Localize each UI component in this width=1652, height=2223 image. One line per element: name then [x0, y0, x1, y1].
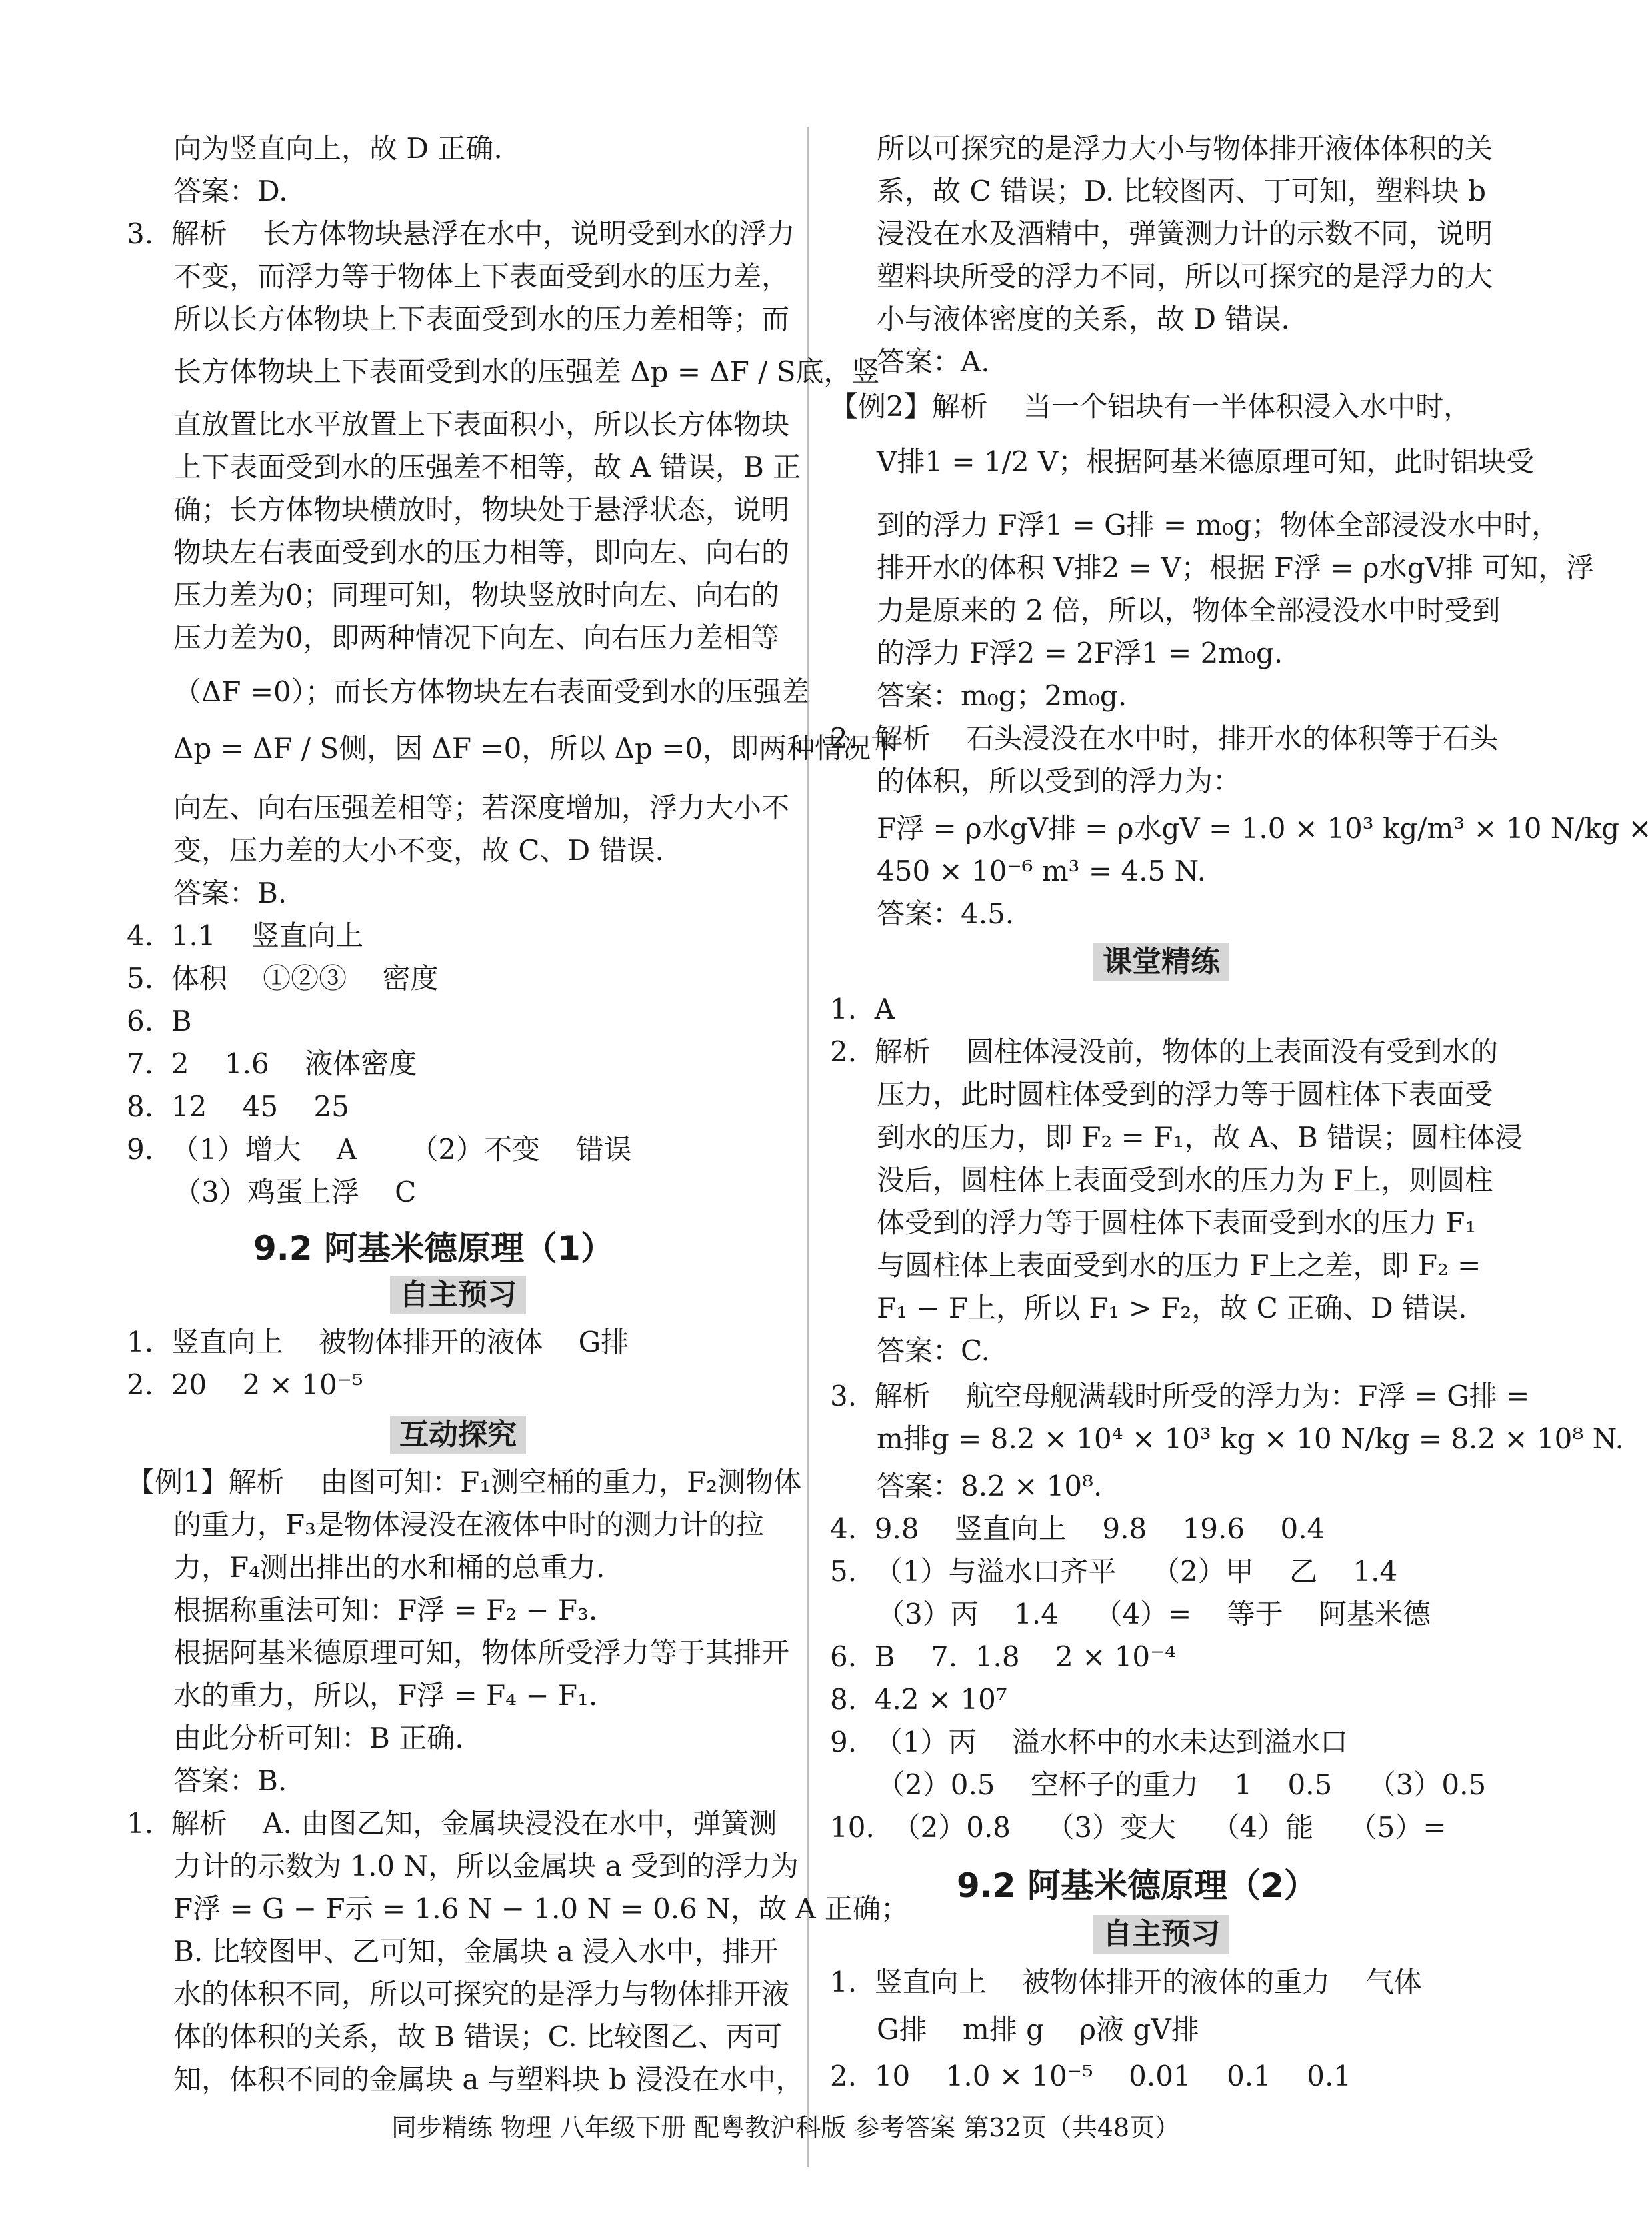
text-line: 水的体积不同，所以可探究的是浮力与物体排开液	[173, 1978, 790, 2010]
text-line: F浮 = G − F示 = 1.6 N − 1.0 N = 0.6 N，故 A 正确；	[173, 1892, 909, 1925]
text-line: 9. （1）丙 溢水杯中的水未达到溢水口	[830, 1726, 1348, 1758]
text-line: 4. 9.8 竖直向上 9.8 19.6 0.4	[830, 1512, 1325, 1545]
text-line: 由此分析可知：B 正确.	[173, 1722, 464, 1754]
text-line: 9. （1）增大 A （2）不变 错误	[127, 1133, 632, 1166]
text-line: 物块左右表面受到水的压力相等，即向左、向右的	[173, 536, 790, 569]
text-line: 答案：B.	[173, 877, 287, 909]
text-line: 1. 竖直向上 被物体排开的液体 G排	[127, 1326, 629, 1358]
text-line: 7. 2 1.6 液体密度	[127, 1047, 417, 1080]
text-line: （3）鸡蛋上浮 C	[173, 1176, 417, 1208]
text-line: 确；长方体物块横放时，物块处于悬浮状态，说明	[173, 493, 790, 526]
text-line: F浮 = ρ水gV排 = ρ水gV = 1.0 × 10³ kg/m³ × 10 N/kg ×	[877, 812, 1652, 845]
text-line: 6. B	[127, 1005, 192, 1037]
text-line: 不变，而浮力等于物体上下表面受到水的压力差，	[173, 260, 790, 293]
text-line: 体的体积的关系，故 B 错误；C. 比较图乙、丙可	[173, 2020, 782, 2053]
text-line: 答案：8.2 × 10⁸.	[877, 1470, 1103, 1502]
text-line: 排开水的体积 V排2 = V；根据 F浮 = ρ水gV排 可知，浮	[877, 551, 1595, 584]
text-line: （3）丙 1.4 （4）= 等于 阿基米德	[877, 1598, 1431, 1630]
text-line: 答案：D.	[173, 175, 288, 207]
section-subtitle: 自主预习	[390, 1276, 526, 1314]
text-line: 8. 4.2 × 10⁷	[830, 1683, 1007, 1716]
text-line: 6. B 7. 1.8 2 × 10⁻⁴	[830, 1640, 1177, 1673]
text-line: 1. 解析 A. 由图乙知，金属块浸没在水中，弹簧测	[127, 1807, 777, 1840]
text-line: 答案：A.	[877, 345, 990, 378]
text-line: 塑料块所受的浮力不同，所以可探究的是浮力的大	[877, 260, 1493, 293]
text-line: 5. （1）与溢水口齐平 （2）甲 乙 1.4	[830, 1555, 1398, 1588]
text-line: m排g = 8.2 × 10⁴ × 10³ kg × 10 N/kg = 8.2 × 10⁸ N.	[877, 1422, 1624, 1455]
section-title: 9.2 阿基米德原理（2）	[957, 1866, 1317, 1905]
text-line: 向左、向右压强差相等；若深度增加，浮力大小不	[173, 791, 790, 824]
text-line: 小与液体密度的关系，故 D 错误.	[877, 303, 1290, 335]
text-line: 10. （2）0.8 （3）变大 （4）能 （5）=	[830, 1811, 1447, 1844]
section-title: 9.2 阿基米德原理（1）	[253, 1229, 614, 1268]
text-line: 答案：m₀g；2m₀g.	[877, 679, 1127, 712]
text-line: 3. 解析 长方体物块悬浮在水中，说明受到水的浮力	[127, 217, 795, 250]
text-line: F₁ − F上，所以 F₁ > F₂，故 C 正确、D 错误.	[877, 1292, 1467, 1324]
text-line: 长方体物块上下表面受到水的压强差 Δp = ΔF / S底，竖	[173, 355, 880, 388]
text-line: 根据称重法可知：F浮 = F₂ − F₃.	[173, 1594, 598, 1626]
text-line: 5. 体积 ①②③ 密度	[127, 962, 439, 995]
text-line: 根据阿基米德原理可知，物体所受浮力等于其排开	[173, 1636, 790, 1669]
text-line: 2. 解析 圆柱体浸没前，物体的上表面没有受到水的	[830, 1035, 1499, 1068]
text-line: 压力差为0，即两种情况下向左、向右压力差相等	[173, 621, 779, 654]
text-line: 1. 竖直向上 被物体排开的液体的重力 气体	[830, 1966, 1422, 1998]
text-line: 知，体积不同的金属块 a 与塑料块 b 浸没在水中，	[173, 2063, 804, 2096]
text-line: 8. 12 45 25	[127, 1090, 349, 1123]
text-line: 2. 10 1.0 × 10⁻⁵ 0.01 0.1 0.1	[830, 2060, 1352, 2092]
text-line: 力是原来的 2 倍，所以，物体全部浸没水中时受到	[877, 594, 1501, 627]
section-subtitle: 互动探究	[390, 1416, 526, 1454]
text-line: 浸没在水及酒精中，弹簧测力计的示数不同，说明	[877, 217, 1493, 250]
text-line: （2）0.5 空杯子的重力 1 0.5 （3）0.5	[877, 1768, 1487, 1801]
text-line: 压力差为0；同理可知，物块竖放时向左、向右的	[173, 579, 779, 611]
text-line: 到水的压力，即 F₂ = F₁，故 A、B 错误；圆柱体浸	[877, 1121, 1523, 1154]
text-line: 答案：C.	[877, 1334, 990, 1367]
text-line: 450 × 10⁻⁶ m³ = 4.5 N.	[877, 855, 1206, 887]
text-line: 所以长方体物块上下表面受到水的压力差相等；而	[173, 303, 790, 335]
text-line: 直放置比水平放置上下表面积小，所以长方体物块	[173, 408, 790, 441]
text-line: Δp = ΔF / S侧，因 ΔF =0，所以 Δp =0，即两种情况下	[173, 732, 899, 765]
text-line: 变，压力差的大小不变，故 C、D 错误.	[173, 834, 664, 867]
text-line: 4. 1.1 竖直向上	[127, 919, 363, 952]
text-line: V排1 = 1/2 V；根据阿基米德原理可知，此时铝块受	[877, 445, 1535, 478]
text-line: 没后，圆柱体上表面受到水的压力为 F上，则圆柱	[877, 1164, 1493, 1196]
text-line: 与圆柱体上表面受到水的压力 F上之差，即 F₂ =	[877, 1249, 1481, 1282]
text-line: B. 比较图甲、乙可知，金属块 a 浸入水中，排开	[173, 1935, 779, 1968]
text-line: 2. 解析 石头浸没在水中时，排开水的体积等于石头	[830, 722, 1499, 755]
text-line: 2. 20 2 × 10⁻⁵	[127, 1368, 363, 1401]
text-line: 力计的示数为 1.0 N，所以金属块 a 受到的浮力为	[173, 1850, 799, 1882]
text-line: 答案：4.5.	[877, 897, 1015, 930]
text-line: 水的重力，所以，F浮 = F₄ − F₁.	[173, 1679, 598, 1712]
text-line: 向为竖直向上，故 D 正确.	[173, 132, 503, 165]
text-line: 1. A	[830, 993, 895, 1025]
text-line: 的体积，所以受到的浮力为：	[877, 765, 1241, 797]
section-subtitle: 自主预习	[1093, 1915, 1229, 1954]
text-line: 的重力，F₃是物体浸没在液体中时的测力计的拉	[173, 1508, 764, 1541]
text-line: 上下表面受到水的压强差不相等，故 A 错误，B 正	[173, 451, 801, 483]
text-line: 到的浮力 F浮1 = G排 = m₀g；物体全部浸没水中时，	[877, 509, 1560, 541]
text-line: 答案：B.	[173, 1764, 287, 1797]
page-footer: 同步精练 物理 八年级下册 配粤教沪科版 参考答案 第32页（共48页）	[391, 2113, 1181, 2142]
text-line: 体受到的浮力等于圆柱体下表面受到水的压力 F₁	[877, 1206, 1477, 1239]
text-line: 3. 解析 航空母舰满载时所受的浮力为：F浮 = G排 =	[830, 1380, 1530, 1412]
text-line: 所以可探究的是浮力大小与物体排开液体体积的关	[877, 132, 1493, 165]
text-line: 系，故 C 错误；D. 比较图丙、丁可知，塑料块 b	[877, 175, 1486, 207]
text-line: （ΔF =0）；而长方体物块左右表面受到水的压强差	[173, 675, 809, 708]
text-line: 力，F₄测出排出的水和桶的总重力.	[173, 1551, 605, 1584]
text-line: 的浮力 F浮2 = 2F浮1 = 2m₀g.	[877, 637, 1283, 669]
text-line: 【例1】解析 由图可知：F₁测空桶的重力，F₂测物体	[127, 1466, 802, 1498]
section-subtitle: 课堂精练	[1093, 943, 1229, 981]
text-line: 【例2】解析 当一个铝块有一半体积浸入水中时，	[830, 390, 1472, 423]
text-line: 压力，此时圆柱体受到的浮力等于圆柱体下表面受	[877, 1078, 1493, 1111]
text-line: G排 m排 g ρ液 gV排	[877, 2013, 1199, 2046]
column-divider	[807, 127, 809, 2167]
